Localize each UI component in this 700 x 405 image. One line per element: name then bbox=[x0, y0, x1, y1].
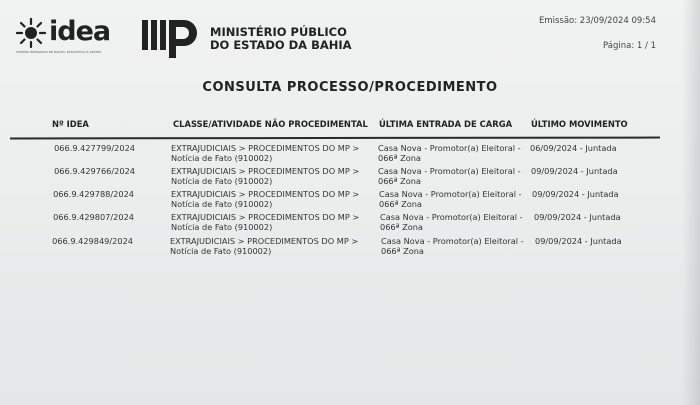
mp-logo bbox=[140, 16, 352, 60]
mp-name-line1: MINISTÉRIO PÚBLICO bbox=[210, 25, 347, 39]
cell-classe-line1: EXTRAJUDICIAIS > PROCEDIMENTOS DO MP > bbox=[170, 236, 359, 246]
cell-movimento: 06/09/2024 - Juntada bbox=[530, 143, 617, 153]
idea-wordmark: idea bbox=[49, 16, 111, 47]
cell-classe-line1: EXTRAJUDICIAIS > PROCEDIMENTOS DO MP > bbox=[171, 189, 360, 199]
cell-movimento: 09/09/2024 - Juntada bbox=[534, 212, 621, 222]
cell-numero: 066.9.429849/2024 bbox=[52, 236, 133, 246]
table-row bbox=[0, 143, 700, 167]
page-number: Página: 1 / 1 bbox=[603, 41, 656, 51]
cell-classe-line2: Notícia de Fato (910002) bbox=[171, 153, 273, 163]
cell-carga-line1: Casa Nova - Promotor(a) Eleitoral - bbox=[380, 212, 523, 222]
cell-classe-line2: Notícia de Fato (910002) bbox=[171, 199, 273, 209]
cell-classe-line2: Notícia de Fato (910002) bbox=[171, 176, 273, 186]
table-row bbox=[0, 212, 700, 236]
cell-numero: 066.9.427799/2024 bbox=[54, 143, 135, 153]
cell-movimento: 09/09/2024 - Juntada bbox=[532, 189, 619, 199]
cell-carga-line1: Casa Nova - Promotor(a) Eleitoral - bbox=[381, 236, 524, 246]
cell-numero: 066.9.429807/2024 bbox=[53, 212, 134, 222]
cell-classe-line1: EXTRAJUDICIAIS > PROCEDIMENTOS DO MP > bbox=[171, 166, 360, 176]
page-edge-shadow bbox=[682, 0, 700, 405]
cell-carga-line2: 066ª Zona bbox=[379, 199, 422, 209]
cell-carga-line1: Casa Nova - Promotor(a) Eleitoral - bbox=[379, 189, 522, 199]
table-row bbox=[0, 189, 700, 213]
cell-classe-line2: Notícia de Fato (910002) bbox=[171, 222, 273, 232]
header-divider bbox=[10, 137, 660, 140]
idea-logo bbox=[16, 16, 116, 56]
column-header-carga: ÚLTIMA ENTRADA DE CARGA bbox=[379, 119, 513, 129]
cell-carga-line2: 066ª Zona bbox=[378, 176, 421, 186]
cell-carga-line1: Casa Nova - Promotor(a) Eleitoral - bbox=[378, 166, 521, 176]
mp-emblem-icon bbox=[140, 16, 204, 60]
cell-numero: 066.9.429766/2024 bbox=[54, 166, 135, 176]
cell-carga-line2: 066ª Zona bbox=[378, 153, 421, 163]
column-header-classe: CLASSE/ATIVIDADE NÃO PROCEDIMENTAL bbox=[173, 119, 368, 129]
cell-movimento: 09/09/2024 - Juntada bbox=[535, 236, 622, 246]
cell-carga-line2: 066ª Zona bbox=[381, 246, 424, 256]
cell-classe-line1: EXTRAJUDICIAIS > PROCEDIMENTOS DO MP > bbox=[171, 212, 360, 222]
sun-icon bbox=[16, 18, 46, 48]
cell-carga-line2: 066ª Zona bbox=[380, 222, 423, 232]
cell-carga-line1: Casa Nova - Promotor(a) Eleitoral - bbox=[378, 143, 521, 153]
cell-numero: 066.9.429788/2024 bbox=[53, 189, 134, 199]
table-row bbox=[0, 236, 700, 260]
column-header-numero: Nº IDEA bbox=[52, 119, 89, 129]
idea-subtitle: SISTEMA INTEGRADO DE DADOS, ESTATÍSTICA E GESTÃO bbox=[16, 50, 102, 54]
cell-movimento: 09/09/2024 - Juntada bbox=[531, 166, 618, 176]
page-title: CONSULTA PROCESSO/PROCEDIMENTO bbox=[202, 80, 498, 95]
mp-name-line2: DO ESTADO DA BAHIA bbox=[210, 38, 352, 52]
cell-classe-line2: Notícia de Fato (910002) bbox=[170, 246, 272, 256]
column-header-movimento: ÚLTIMO MOVIMENTO bbox=[531, 119, 628, 129]
table-row bbox=[0, 166, 700, 190]
cell-classe-line1: EXTRAJUDICIAIS > PROCEDIMENTOS DO MP > bbox=[171, 143, 360, 153]
emission-date: Emissão: 23/09/2024 09:54 bbox=[538, 16, 656, 26]
